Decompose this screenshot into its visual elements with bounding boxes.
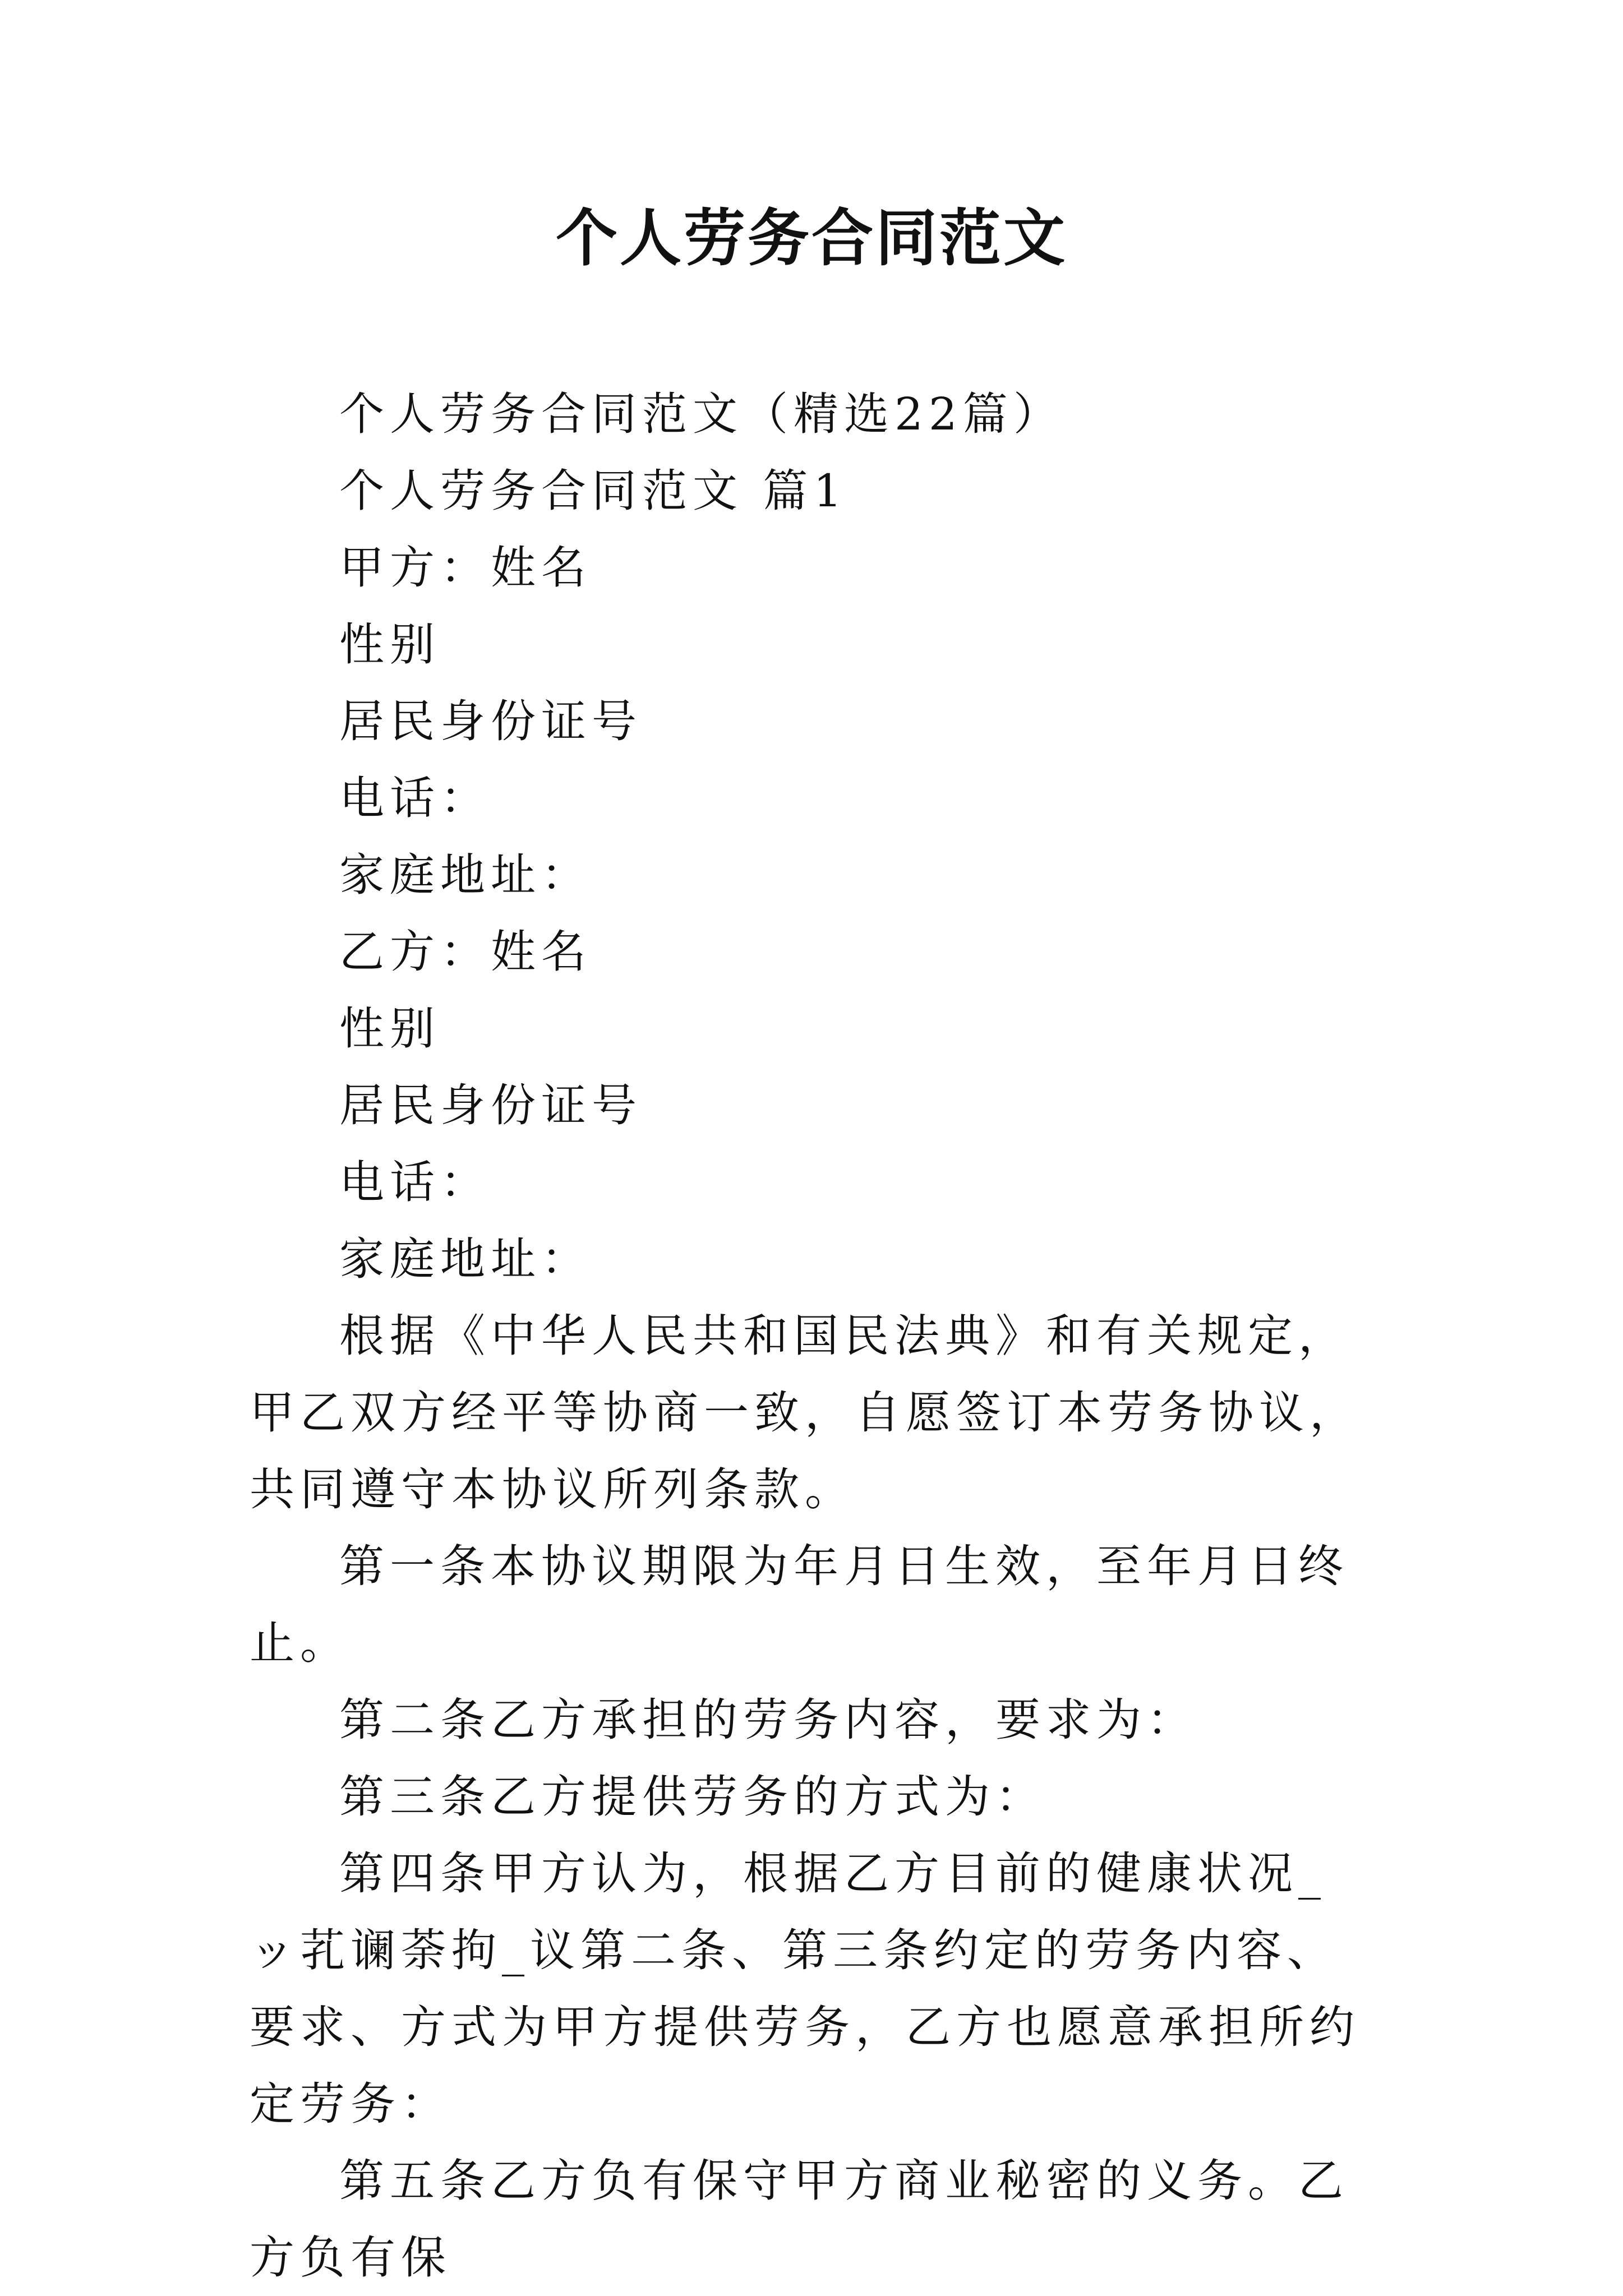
document-body bbox=[250, 376, 1371, 2296]
paragraph-subtitle: 个人劳务合同范文（精选22篇） bbox=[339, 388, 1064, 440]
document-title: 个人劳务合同范文 bbox=[556, 202, 1067, 274]
paragraph-party-b-phone: 电话： bbox=[339, 1156, 491, 1208]
paragraph-party-a-name: 甲方：姓名 bbox=[339, 542, 592, 594]
paragraph-preamble: 根据《中华人民共和国民法典》和有关规定，甲乙双方经平等协商一致，自愿签订本劳务协议，共同遵守本协议所列条款。 bbox=[250, 1310, 1360, 1516]
paragraph-party-b-id: 居民身份证号 bbox=[339, 1079, 642, 1131]
paragraph-party-b-gender: 性别 bbox=[339, 1003, 440, 1055]
paragraph-article-2: 第二条乙方承担的劳务内容，要求为： bbox=[339, 1694, 1197, 1746]
paragraph-party-a-id: 居民身份证号 bbox=[339, 695, 642, 747]
paragraph-party-a-phone: 电话： bbox=[339, 772, 491, 824]
paragraph-section-heading: 个人劳务合同范文 篇1 bbox=[339, 465, 848, 517]
paragraph-article-4: 第四条甲方认为，根据乙方目前的健康状况_ッ芤谰荼拘_议第二条、第三条约定的劳务内容、要求、方式为甲方提供劳务，乙方也愿意承担所约定劳务： bbox=[250, 1847, 1360, 2130]
paragraph-party-a-address: 家庭地址： bbox=[339, 849, 592, 901]
paragraph-article-1: 第一条本协议期限为年月日生效，至年月日终止。 bbox=[250, 1540, 1349, 1669]
paragraph-party-a-gender: 性别 bbox=[339, 618, 440, 671]
paragraph-party-b-address: 家庭地址： bbox=[339, 1233, 592, 1285]
paragraph-article-3: 第三条乙方提供劳务的方式为： bbox=[339, 1771, 1046, 1823]
paragraph-article-5: 第五条乙方负有保守甲方商业秘密的义务。乙方负有保 bbox=[250, 2155, 1349, 2284]
paragraph-party-b-name: 乙方：姓名 bbox=[339, 926, 592, 978]
